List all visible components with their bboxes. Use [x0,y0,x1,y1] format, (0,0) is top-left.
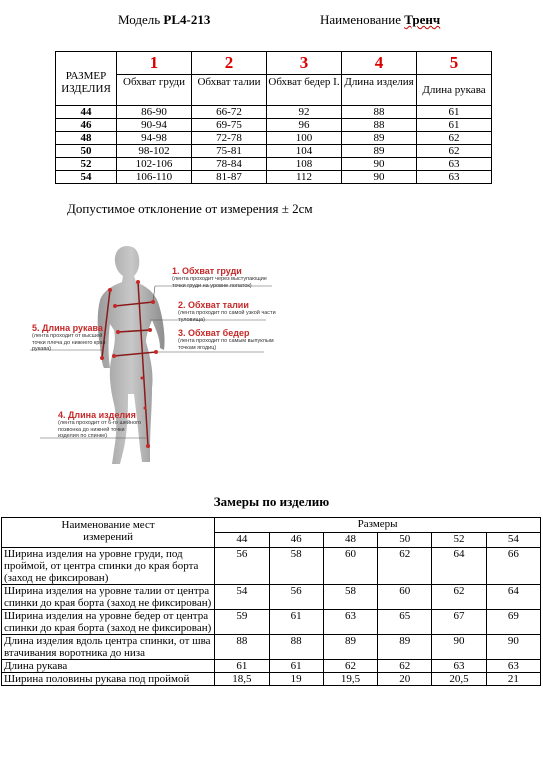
measure-cell: 90 [342,158,417,171]
size-cell: 46 [56,119,117,132]
measure-cell: 112 [267,171,342,184]
size-header-cell: 46 [269,533,323,548]
measurement-label: Ширина половины рукава под проймой [2,673,215,686]
value-cell: 62 [378,660,432,673]
measure-cell: 63 [417,158,492,171]
value-cell: 89 [378,635,432,660]
table-row [2,635,541,660]
measurement-label: Длина рукава [2,660,215,673]
size-header-cell: 48 [323,533,377,548]
table-row [2,548,541,585]
label-chest: 1. Обхват груди (лента проходит через выступающие точки груди на уровне лопаток) [172,266,267,289]
model-code: PL4-213 [163,12,211,27]
size-corner-header: РАЗМЕР ИЗДЕЛИЯ [56,52,117,106]
value-cell: 61 [269,610,323,635]
measure-cell: 106-110 [117,171,192,184]
value-cell: 59 [215,610,269,635]
col-num-5: 5 [417,52,492,75]
measurement-label: Длина изделия вдоль центра спинки, от шва втачивания воротника до низа [2,635,215,660]
value-cell: 60 [323,548,377,585]
value-cell: 62 [378,548,432,585]
garment-measurements-title: Замеры по изделию [213,494,330,509]
measure-cell: 61 [417,119,492,132]
col-num-3: 3 [267,52,342,75]
value-cell: 66 [486,548,540,585]
value-cell: 58 [269,548,323,585]
value-cell: 56 [215,548,269,585]
value-cell: 21 [486,673,540,686]
value-cell: 60 [378,585,432,610]
value-cell: 89 [323,635,377,660]
measure-cell: 94-98 [117,132,192,145]
col-num-2: 2 [192,52,267,75]
value-cell: 19 [269,673,323,686]
value-cell: 64 [486,585,540,610]
value-cell: 62 [432,585,486,610]
measure-cell: 102-106 [117,158,192,171]
measure-cell: 89 [342,145,417,158]
measure-cell: 100 [267,132,342,145]
size-header-cell: 44 [215,533,269,548]
size-header-cell: 54 [486,533,540,548]
name-header: Наименование мест измерений [2,518,215,548]
measure-cell: 86-90 [117,106,192,119]
measurement-label: Ширина изделия на уровне бедер от центра спинки до края борта (заход не фиксирован) [2,610,215,635]
value-cell: 63 [486,660,540,673]
measure-cell: 62 [417,132,492,145]
label-length: 4. Длина изделия (лента проходит от 6-го шейного позвонка до нижней точки изделия по спинке) [58,410,142,439]
measure-cell: 96 [267,119,342,132]
size-row [56,145,492,158]
table-row [2,660,541,673]
measure-cell: 66-72 [192,106,267,119]
col-header-waist: Обхват талии [192,75,267,106]
value-cell: 20 [378,673,432,686]
value-cell: 65 [378,610,432,635]
label-hips: 3. Обхват бедер (лента проходит по самым выпуклым точкам ягодиц) [178,328,274,351]
measure-cell: 98-102 [117,145,192,158]
measure-cell: 81-87 [192,171,267,184]
size-header-cell: 52 [432,533,486,548]
tolerance-note: Допустимое отклонение от измерения ± 2см [67,201,313,216]
value-cell: 63 [323,610,377,635]
product-name-label: Наименование Тренч [320,12,441,27]
size-cell: 48 [56,132,117,145]
value-cell: 56 [269,585,323,610]
size-cell: 54 [56,171,117,184]
size-cell: 50 [56,145,117,158]
measure-cell: 63 [417,171,492,184]
product-name: Тренч [404,12,441,27]
measure-cell: 61 [417,106,492,119]
size-row [56,119,492,132]
col-header-hips: Обхват бедер I. [267,75,342,106]
value-cell: 61 [269,660,323,673]
label-waist: 2. Обхват талии (лента проходит по самой узкой части туловища) [178,300,276,323]
measurement-figure [0,238,543,478]
value-cell: 69 [486,610,540,635]
measurement-label: Ширина изделия на уровне груди, под проймой, от центра спинки до края борта (заход не фиксирован) [2,548,215,585]
size-row [56,171,492,184]
size-row [56,132,492,145]
table-row [2,673,541,686]
measure-cell: 89 [342,132,417,145]
value-cell: 58 [323,585,377,610]
measure-cell: 72-78 [192,132,267,145]
size-cell: 52 [56,158,117,171]
measure-cell: 90-94 [117,119,192,132]
size-cell: 44 [56,106,117,119]
label-sleeve: 5. Длина рукава (лента проходит от высшей точки плеча до нижнего края рукава) [32,323,106,352]
measure-cell: 78-84 [192,158,267,171]
measurement-label: Ширина изделия на уровне талии от центра спинки до края борта (заход не фиксирован) [2,585,215,610]
table-row [2,610,541,635]
measure-cell: 62 [417,145,492,158]
measure-cell: 69-75 [192,119,267,132]
value-cell: 63 [432,660,486,673]
size-chart-table [55,51,492,184]
table-row [2,585,541,610]
value-cell: 67 [432,610,486,635]
garment-measurements-table [1,517,541,686]
measure-cell: 88 [342,119,417,132]
value-cell: 54 [215,585,269,610]
value-cell: 19,5 [323,673,377,686]
model-label: Модель PL4-213 [118,12,211,27]
value-cell: 90 [486,635,540,660]
col-header-chest: Обхват груди [117,75,192,106]
measure-cell: 75-81 [192,145,267,158]
measure-cell: 104 [267,145,342,158]
size-row [56,106,492,119]
col-num-1: 1 [117,52,192,75]
size-row [56,158,492,171]
measure-cell: 88 [342,106,417,119]
col-num-4: 4 [342,52,417,75]
value-cell: 88 [215,635,269,660]
size-header-cell: 50 [378,533,432,548]
value-cell: 20,5 [432,673,486,686]
col-header-sleeve: Длина рукава [417,75,492,106]
measure-cell: 90 [342,171,417,184]
value-cell: 61 [215,660,269,673]
value-cell: 64 [432,548,486,585]
value-cell: 90 [432,635,486,660]
measure-cell: 108 [267,158,342,171]
value-cell: 18,5 [215,673,269,686]
col-header-length: Длина изделия [342,75,417,106]
sizes-header: Размеры [215,518,541,533]
value-cell: 88 [269,635,323,660]
measure-cell: 92 [267,106,342,119]
value-cell: 62 [323,660,377,673]
